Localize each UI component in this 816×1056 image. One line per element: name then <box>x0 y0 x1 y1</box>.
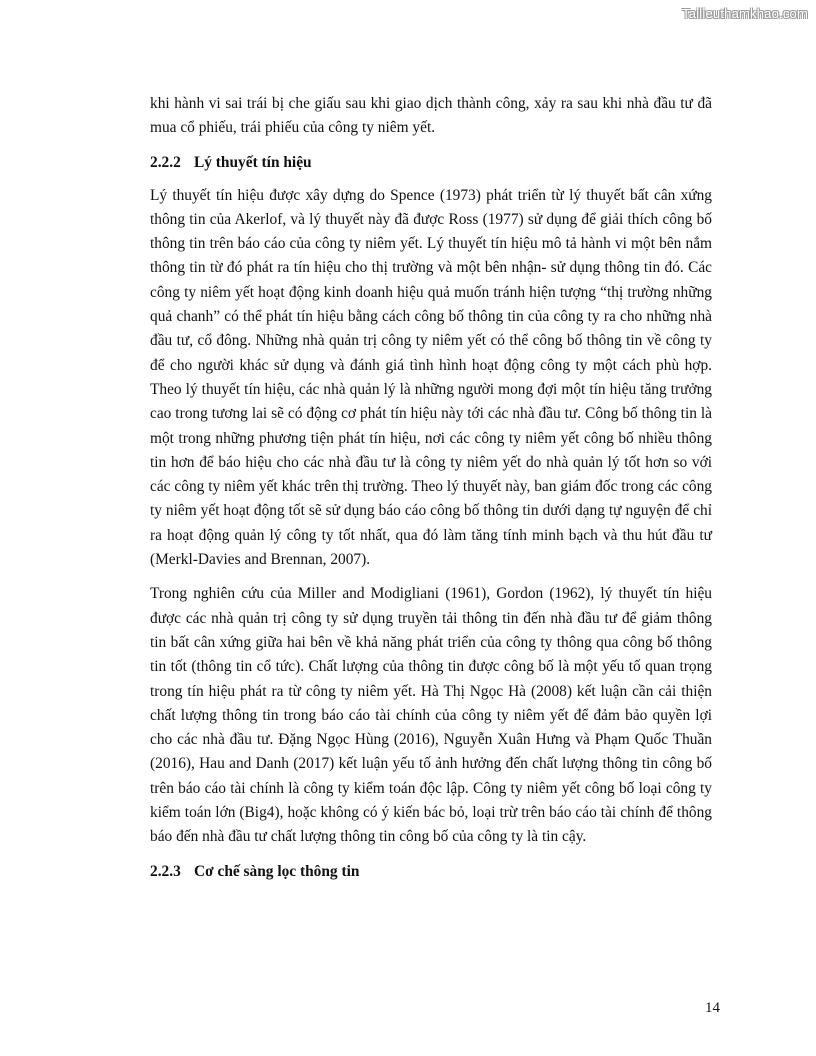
page-content <box>150 92 712 893</box>
paragraph-intro: khi hành vi sai trái bị che giấu sau khi giao dịch thành công, xảy ra sau khi nhà đầu tư đã mua cổ phiếu, trái phiếu của công ty niêm yết. <box>150 95 712 137</box>
paragraph-signal-theory-1: Lý thuyết tín hiệu được xây dựng do Spence (1973) phát triển từ lý thuyết bất cân xứng thông tin của Akerlof, và lý thuyết này đã được Ross (1977) sử dụng để giải thích công bố thông tin trên báo cáo của công ty niêm yết. Lý thuyết tín hiệu mô tả hành vi một bên nắm thông tin từ đó phát ra tín hiệu cho thị trường và một bên nhận- sử dụng thông tin đó. Các công ty niêm yết hoạt động kinh doanh hiệu quả muốn tránh hiện tượng “thị trường những quả chanh” có thể phát tín hiệu bằng cách công bố thông tin của công ty ra cho những nhà đầu tư, cổ đông. Những nhà quản trị công ty niêm yết có thể công bố thông tin về công ty để cho người khác sử dụng và đánh giá tình hình hoạt động công ty một cách phù hợp. Theo lý thuyết tín hiệu, các nhà quản lý là những người mong đợi một tín hiệu tăng trưởng cao trong tương lai sẽ có động cơ phát tín hiệu này tới các nhà đầu tư. Công bố thông tin là một trong những phương tiện phát tín hiệu, nơi các công ty niêm yết công bố nhiều thông tin hơn để báo hiệu cho các nhà đầu tư là công ty niêm yết do nhà quản lý tốt hơn so với các công ty niêm yết khác trên thị trường. Theo lý thuyết này, ban giám đốc trong các công ty niêm yết hoạt động tốt sẽ sử dụng báo cáo công bố thông tin dưới dạng tự nguyện để chỉ ra hoạt động quản lý công ty tốt nhất, qua đó làm tăng tính minh bạch và thu hút đầu tư (Merkl-Davies and Brennan, 2007). <box>150 186 712 569</box>
watermark: Tailieuthamkhao.com <box>682 6 808 21</box>
section-number: 2.2.3 <box>150 862 181 880</box>
section-heading-2-2-3 <box>150 860 712 884</box>
section-number: 2.2.2 <box>150 153 181 171</box>
page-number: 14 <box>705 1000 720 1016</box>
section-title: Cơ chế sàng lọc thông tin <box>194 862 360 880</box>
paragraph-signal-theory-2: Trong nghiên cứu của Miller and Modigliani (1961), Gordon (1962), lý thuyết tín hiệu được các nhà quản trị công ty sử dụng truyền tải thông tin đến nhà đầu tư để giảm thông tin bất cân xứng giữa hai bên về khả năng phát triển của công ty thông qua công bố thông tin tốt (thông tin cổ tức). Chất lượng của thông tin được công bố là một yếu tố quan trọng trong tín hiệu phát ra từ công ty niêm yết. Hà Thị Ngọc Hà (2008) kết luận cần cải thiện chất lượng thông tin trong báo cáo tài chính của công ty niêm yết để đảm bảo quyền lợi cho các nhà đầu tư. Đặng Ngọc Hùng (2016), Nguyễn Xuân Hưng và Phạm Quốc Thuần (2016), Hau and Danh (2017) kết luận yếu tố ảnh hưởng đến chất lượng thông tin công bố trên báo cáo tài chính là công ty kiểm toán độc lập. Công ty niêm yết công bố loại công ty kiểm toán lớn (Big4), hoặc không có ý kiến bác bỏ, loại trừ trên báo cáo tài chính để thông báo đến nhà đầu tư chất lượng thông tin công bố của công ty là tin cậy. <box>150 585 712 846</box>
section-heading-2-2-2 <box>150 151 712 175</box>
section-title: Lý thuyết tín hiệu <box>194 153 312 171</box>
